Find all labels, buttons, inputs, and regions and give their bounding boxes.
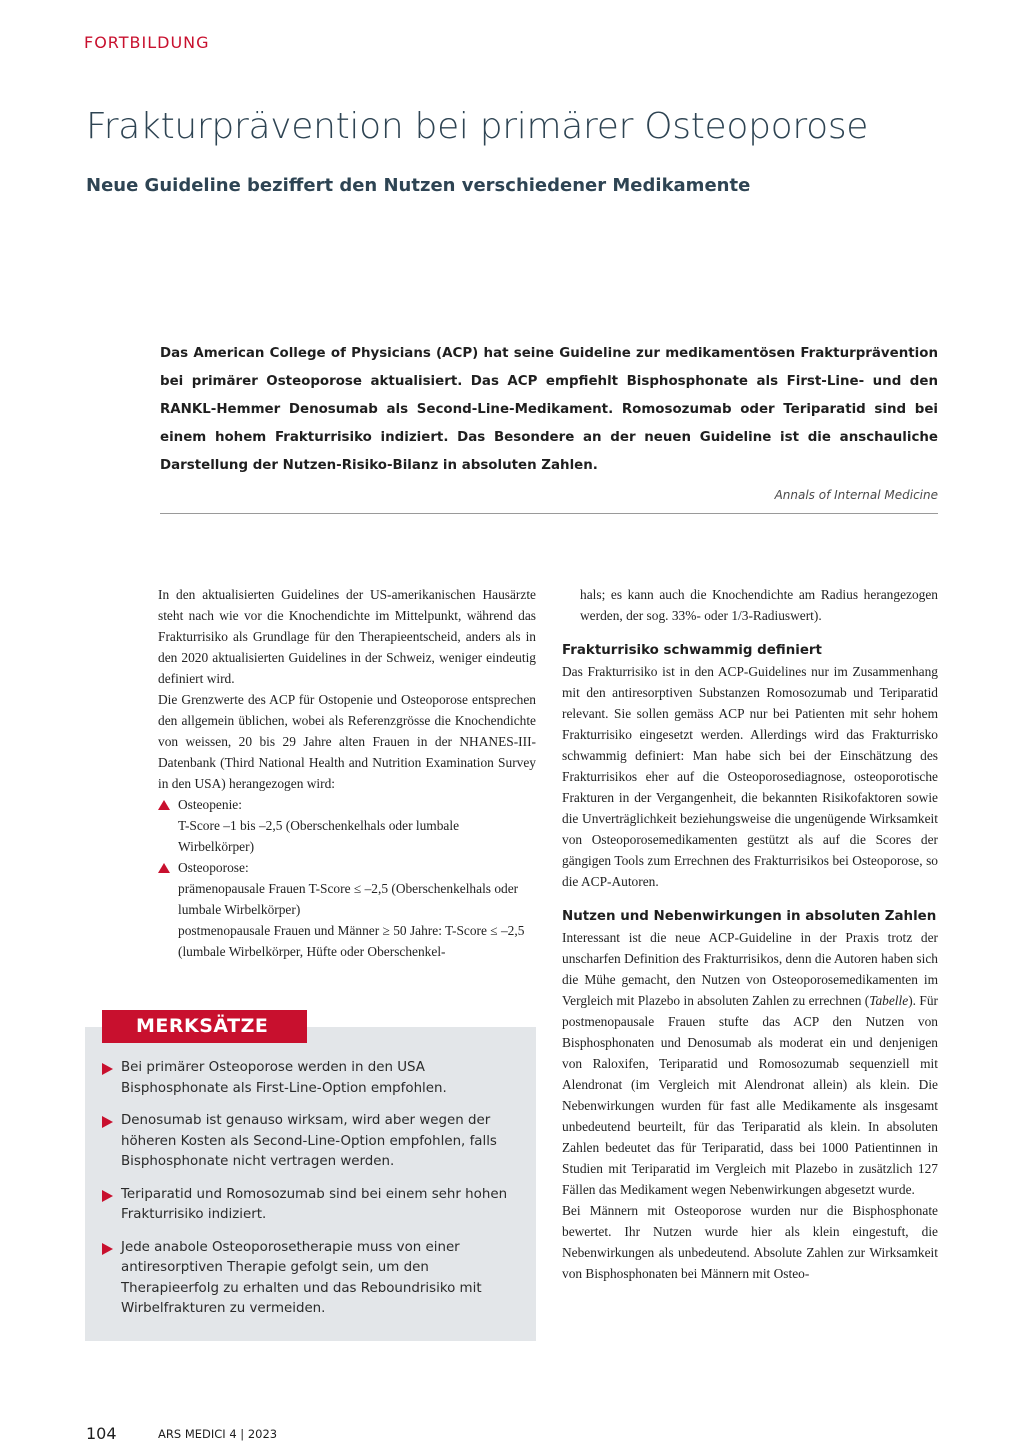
merksatz-text: Bei primärer Osteoporose werden in den USA Bisphosphonate als First-Line-Option empfohlen. xyxy=(121,1060,447,1096)
arrow-bullet-icon xyxy=(102,1116,113,1128)
arrow-bullet-icon xyxy=(102,1063,113,1075)
merksatz-item xyxy=(102,1185,526,1226)
threshold-list xyxy=(158,794,536,962)
paragraph: hals; es kann auch die Knochendichte am Radius herangezogen werden, der sog. 33%- oder 1/3-Radiuswert). xyxy=(580,587,938,623)
list-item xyxy=(158,857,536,962)
paragraph xyxy=(562,927,938,1200)
divider xyxy=(160,513,938,514)
arrow-bullet-icon xyxy=(102,1243,113,1255)
merksatz-text: Denosumab ist genauso wirksam, wird aber wegen der höheren Kosten als Second-Line-Option empfohlen, falls Bisphosphonate nicht vertragen werden. xyxy=(121,1113,497,1169)
journal-issue: ARS MEDICI 4 | 2023 xyxy=(158,1427,278,1441)
merksatz-item xyxy=(102,1111,526,1173)
paragraph: Die Grenzwerte des ACP für Ostopenie und Osteoporose entsprechen den allgemein üblichen, wobei als Referenzgrösse die Knochendichte von weissen, 20 bis 29 Jahre alten Frauen in der NHANES-III-Datenbank (Third National Health and Nutrition Examination Survey in den USA) herangezogen wird: xyxy=(158,692,536,791)
merksatz-text: Teriparatid und Romosozumab sind bei einem sehr hohen Frakturrisiko indiziert. xyxy=(121,1186,508,1222)
merksatz-item xyxy=(102,1058,526,1099)
section-label: FORTBILDUNG xyxy=(84,33,210,52)
merksatz-text: Jede anabole Osteoporosetherapie muss von einer antiresorptiven Therapie gefolgt sein, um den Therapieerfolg zu erhalten und das Reboundrisiko mit Wirbelfrakturen zu vermeiden. xyxy=(121,1239,482,1316)
list-item-line: postmenopausale Frauen und Männer ≥ 50 Jahre: T-Score ≤ –2,5 (lumbale Wirbelkörper, Hüfte oder Oberschenkel- xyxy=(178,923,525,959)
section-heading: Frakturrisiko schwammig definiert xyxy=(562,643,822,658)
arrow-bullet-icon xyxy=(102,1190,113,1202)
merksaetze-heading: MERKSÄTZE xyxy=(102,1010,307,1043)
section-heading: Nutzen und Nebenwirkungen in absoluten Zahlen xyxy=(562,909,937,924)
list-item-label: Osteopenie: xyxy=(178,797,242,812)
article-subtitle: Neue Guideline beziffert den Nutzen verschiedener Medikamente xyxy=(86,175,751,196)
list-item-line: T-Score –1 bis –2,5 (Oberschenkelhals oder lumbale Wirbelkörper) xyxy=(178,818,460,854)
text-column-left xyxy=(158,584,536,962)
article-title: Frakturprävention bei primärer Osteoporose xyxy=(86,106,869,147)
table-reference: Tabelle xyxy=(869,993,909,1008)
paragraph: In den aktualisierten Guidelines der US-amerikanischen Hausärzte steht nach wie vor die Knochendichte im Mittelpunkt, während das Frakturrisiko als Grundlage für den Therapieentscheid, anders als in den 2020 aktualisierten Guidelines in der Schweiz, weniger eindeutig definiert wird. xyxy=(158,587,536,686)
article-source: Annals of Internal Medicine xyxy=(774,488,938,502)
triangle-bullet-icon xyxy=(158,800,170,810)
paragraph: Das Frakturrisiko ist in den ACP-Guidelines nur im Zusammenhang mit den antiresorptiven Substanzen Romosozumab und Teriparatid relevant. Sie sollen gemäss ACP nur bei Patienten mit sehr hohem Frakturrisiko eingesetzt werden. Allerdings wird das Frakturrisko schwammig definiert: Man habe sich bei der Einschätzung des Frakturrisikos eher auf die Osteoporosediagnose, osteoporotische Frakturen in der Vergangenheit, die bekannten Risikofaktoren sowie die Unverträglichkeit beziehungsweise die ungenügende Wirksamkeit von Osteoporosemedikamenten gestützt als auf die Scores der gängigen Tools zum Errechnen des Frakturrisikos bei Osteoporose, so die ACP-Autoren. xyxy=(562,664,938,889)
paragraph: Bei Männern mit Osteoporose wurden nur die Bisphosphonate bewertet. Ihr Nutzen wurde hier als klein eingestuft, die Nebenwirkungen als unbedeutend. Absolute Zahlen zur Wirksamkeit von Bisphosphonaten bei Männern mit Osteo- xyxy=(562,1203,938,1281)
list-item-line: prämenopausale Frauen T-Score ≤ –2,5 (Oberschenkelhals oder lumbale Wirbelkörper) xyxy=(178,881,519,917)
text-column-right xyxy=(562,584,938,1284)
list-item-label: Osteoporose: xyxy=(178,860,249,875)
merksatz-item xyxy=(102,1238,526,1320)
page-number: 104 xyxy=(86,1424,117,1443)
paragraph-text: Interessant ist die neue ACP-Guideline in der Praxis trotz der unscharfen Definition des Frakturrisikos, denn die Autoren haben sich die Mühe gemacht, den Nutzen von Osteoporosemedikamenten im Vergleich mit Plazebo in absoluten Zahlen zu errechnen ( xyxy=(562,930,938,1008)
paragraph-text: ). Für postmenopausale Frauen stufte das ACP den Nutzen von Bisphosphonaten und Denosumab als moderat ein und denjenigen von Raloxifen, Teriparatid und Romosozumab sequenziell mit Alendronat (im Vergleich mit Alendronat allein) als klein. Die Nebenwirkungen wurden für fast alle Medikamente als insgesamt unbedeutend beurteilt, für das Teriparatid als klein. In absoluten Zahlen bedeutet das für Teriparatid, dass bei 1000 Patientinnen in Studien mit Teriparatid im Vergleich mit Plazebo in zusätzlich 127 Fällen das Medikament wegen Nebenwirkungen abgesetzt wurde. xyxy=(562,993,938,1197)
triangle-bullet-icon xyxy=(158,863,170,873)
merksaetze-list xyxy=(102,1058,526,1332)
article-lead: Das American College of Physicians (ACP) hat seine Guideline zur medikamentösen Frakturprävention bei primärer Osteoporose aktualisiert. Das ACP empfiehlt Bisphosphonate als First-Line- und den RANKL-Hemmer Denosumab als Second-Line-Medikament. Romosozumab oder Teriparatid sind bei einem hohem Frakturrisiko indiziert. Das Besondere an der neuen Guideline ist die anschauliche Darstellung der Nutzen-Risiko-Bilanz in absoluten Zahlen. xyxy=(160,346,938,473)
list-item xyxy=(158,794,536,857)
